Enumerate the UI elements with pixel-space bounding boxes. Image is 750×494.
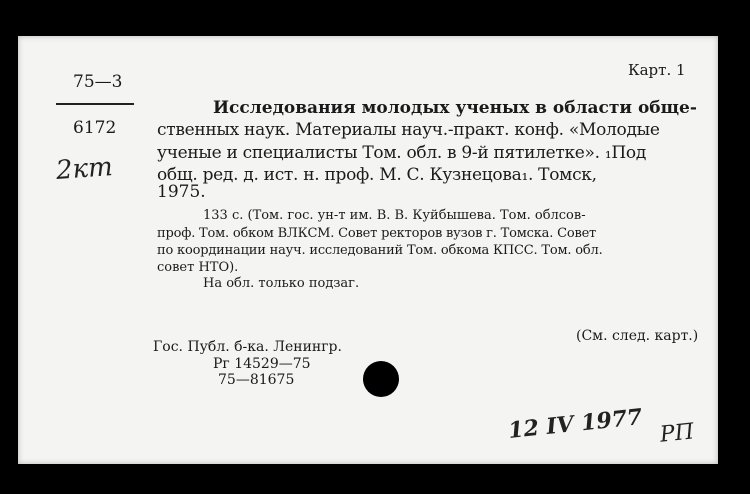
call-number-bottom: 6172 xyxy=(73,118,117,138)
continuation-note: (См. след. карт.) xyxy=(576,328,699,344)
accession-number: 75—81675 xyxy=(218,372,295,388)
handwritten-date: 12 IV 1977 xyxy=(507,404,644,444)
call-number-divider xyxy=(56,103,134,105)
ink-blot xyxy=(363,361,399,397)
handwritten-shelf-mark: 2кт xyxy=(55,152,114,186)
catalog-card xyxy=(18,36,718,464)
desc-line-2: проф. Том. обком ВЛКСМ. Совет ректоров вузов г. Томска. Совет xyxy=(157,226,597,241)
note-line: На обл. только подзаг. xyxy=(203,276,360,291)
title-line-5: 1975. xyxy=(157,182,206,202)
title-line-3: ученые и специалисты Том. обл. в 9-й пятилетке». ₁Под xyxy=(157,143,647,163)
desc-line-1: 133 с. (Том. гос. ун-т им. В. В. Куйбышева. Том. облсов- xyxy=(203,208,586,223)
title-line-4: общ. ред. д. ист. н. проф. М. С. Кузнецова₁. Томск, xyxy=(157,165,597,185)
card-number-label: Карт. 1 xyxy=(628,61,686,79)
registration-number: Рг 14529—75 xyxy=(213,356,311,372)
title-line-1: Исследования молодых ученых в области обще- xyxy=(213,98,697,118)
desc-line-3: по координации науч. исследований Том. обкома КПСС. Том. обл. xyxy=(157,243,603,258)
title-line-2: ственных наук. Материалы науч.-практ. конф. «Молодые xyxy=(157,120,660,140)
call-number-top: 75—3 xyxy=(73,72,123,92)
library-name: Гос. Публ. б-ка. Ленингр. xyxy=(153,339,342,355)
desc-line-4: совет НТО). xyxy=(157,260,239,275)
handwritten-initials: РП xyxy=(658,419,696,448)
